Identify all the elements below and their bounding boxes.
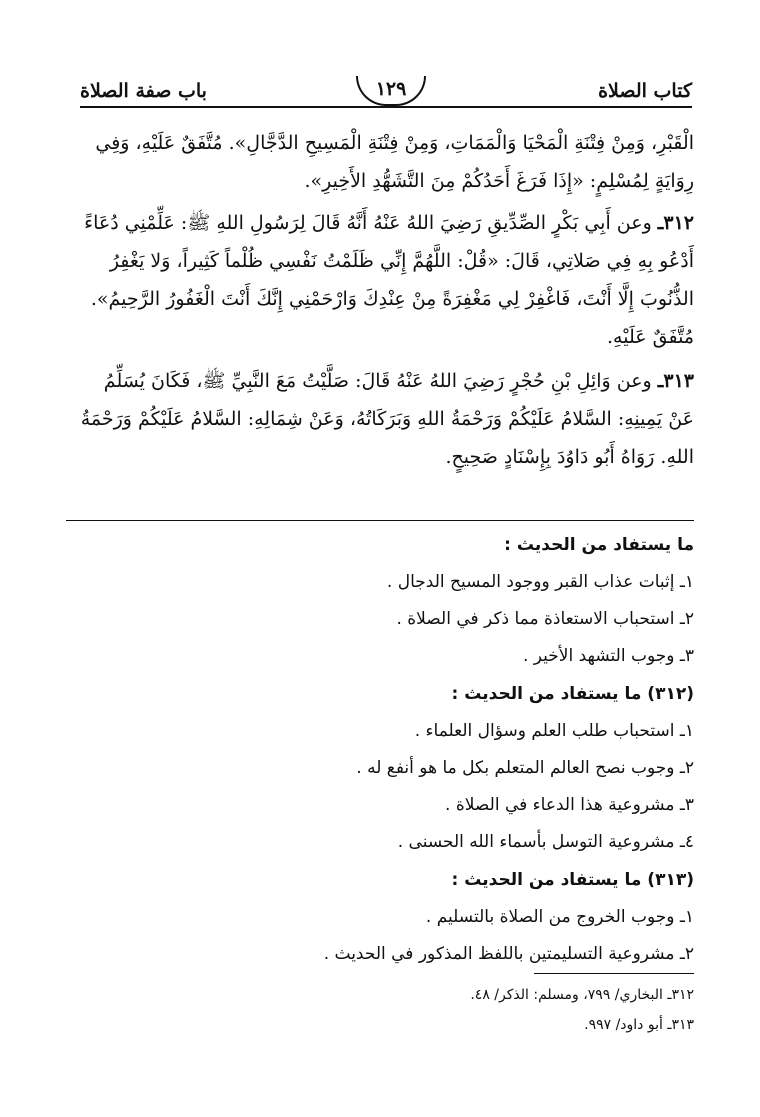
hadith-313 <box>68 362 694 476</box>
text-line: رِوَايَةٍ لِمُسْلِمٍ: «إِذَا فَرَغَ أَحَدُكُمْ مِنَ التَّشَهُّدِ الأَخِيرِ». <box>304 170 694 192</box>
text-line: عَنْ يَمِينِهِ: السَّلامُ عَلَيْكُمْ وَرَحْمَةُ اللهِ وَبَرَكَاتُهُ، وَعَنْ شِمَالِهِ: السَّلامُ عَلَيْكُمْ وَرَحْمَةُ <box>80 408 694 430</box>
hadith-number: ٣١٣ـ <box>657 370 694 392</box>
benefit-item: ١ـ استحباب طلب العلم وسؤال العلماء . <box>414 721 694 741</box>
footnote: ٣١٣ـ أبو داود/ ٩٩٧. <box>584 1017 694 1033</box>
benefits-section <box>90 526 694 973</box>
page-number: ١٢٩ <box>356 76 426 106</box>
footnote-rule <box>534 973 694 974</box>
page-header <box>80 72 692 112</box>
text-line: الْقَبْرِ، وَمِنْ فِتْنَةِ الْمَحْيَا وَالْمَمَاتِ، وَمِنْ فِتْنَةِ الْمَسِيحِ الدَّجَّالِ». مُتَّفَقٌ عَلَيْهِ، وَفِي <box>95 132 694 154</box>
book-title: كتاب الصلاة <box>598 80 692 102</box>
benefits-heading: ما يستفاد من الحديث : <box>504 535 694 555</box>
text-line <box>68 204 694 242</box>
benefit-item: ٣ـ مشروعية هذا الدعاء في الصلاة . <box>445 795 694 815</box>
hadith-number: ٣١٢ـ <box>657 212 694 234</box>
benefit-item: ٤ـ مشروعية التوسل بأسماء الله الحسنى . <box>397 832 694 852</box>
footnote: ٣١٢ـ البخاري/ ٧٩٩، ومسلم: الذكر/ ٤٨. <box>470 987 694 1003</box>
benefits-heading: (٣١٢) ما يستفاد من الحديث : <box>451 684 694 704</box>
chapter-title: باب صفة الصلاة <box>80 80 207 102</box>
text-line <box>68 362 694 400</box>
header-rule <box>80 106 692 108</box>
benefit-item: ٢ـ وجوب نصح العالم المتعلم بكل ما هو أنفع له . <box>356 758 694 778</box>
hadith-line-text: وعن وَائِلِ بْنِ حُجْرٍ رَضِيَ اللهُ عَنْهُ قَالَ: صَلَّيْتُ مَعَ النَّبِيِّ ﷺ، فَكَانَ يُسَلِّمُ <box>103 370 652 392</box>
text-line: أَدْعُو بِهِ فِي صَلاتِي، قَالَ: «قُلْ: اللَّهُمَّ إِنِّي ظَلَمْتُ نَفْسِي ظُلْماً كَثِيراً، وَلا يَغْفِرُ <box>109 250 694 272</box>
text-line: مُتَّفَقٌ عَلَيْهِ. <box>607 326 694 348</box>
text-line: الذُّنُوبَ إِلَّا أَنْتَ، فَاغْفِرْ لِي مَغْفِرَةً مِنْ عِنْدِكَ وَارْحَمْنِي إِنَّكَ أَنْتَ الْغَفُورُ الرَّحِيمُ». <box>90 288 694 310</box>
section-divider <box>66 520 694 521</box>
hadith-312 <box>68 204 694 356</box>
benefit-item: ٣ـ وجوب التشهد الأخير . <box>522 646 694 666</box>
footnotes <box>300 980 694 1040</box>
hadith-line-text: وعن أَبِي بَكْرٍ الصِّدِّيقِ رَضِيَ اللهُ عَنْهُ أَنَّهُ قَالَ لِرَسُولِ اللهِ ﷺ: عَلِّمْنِي دُعَاءً <box>84 212 652 234</box>
benefit-item: ٢ـ مشروعية التسليمتين باللفظ المذكور في الحديث . <box>323 944 694 964</box>
text-line: اللهِ. رَوَاهُ أَبُو دَاوُدَ بِإِسْنَادٍ صَحِيحٍ. <box>445 446 694 468</box>
benefits-heading: (٣١٣) ما يستفاد من الحديث : <box>451 870 694 890</box>
benefit-item: ١ـ وجوب الخروج من الصلاة بالتسليم . <box>425 907 694 927</box>
hadith-continuation <box>68 124 694 200</box>
benefit-item: ٢ـ استحباب الاستعاذة مما ذكر في الصلاة . <box>396 609 694 629</box>
benefit-item: ١ـ إثبات عذاب القبر ووجود المسيح الدجال . <box>386 572 694 592</box>
